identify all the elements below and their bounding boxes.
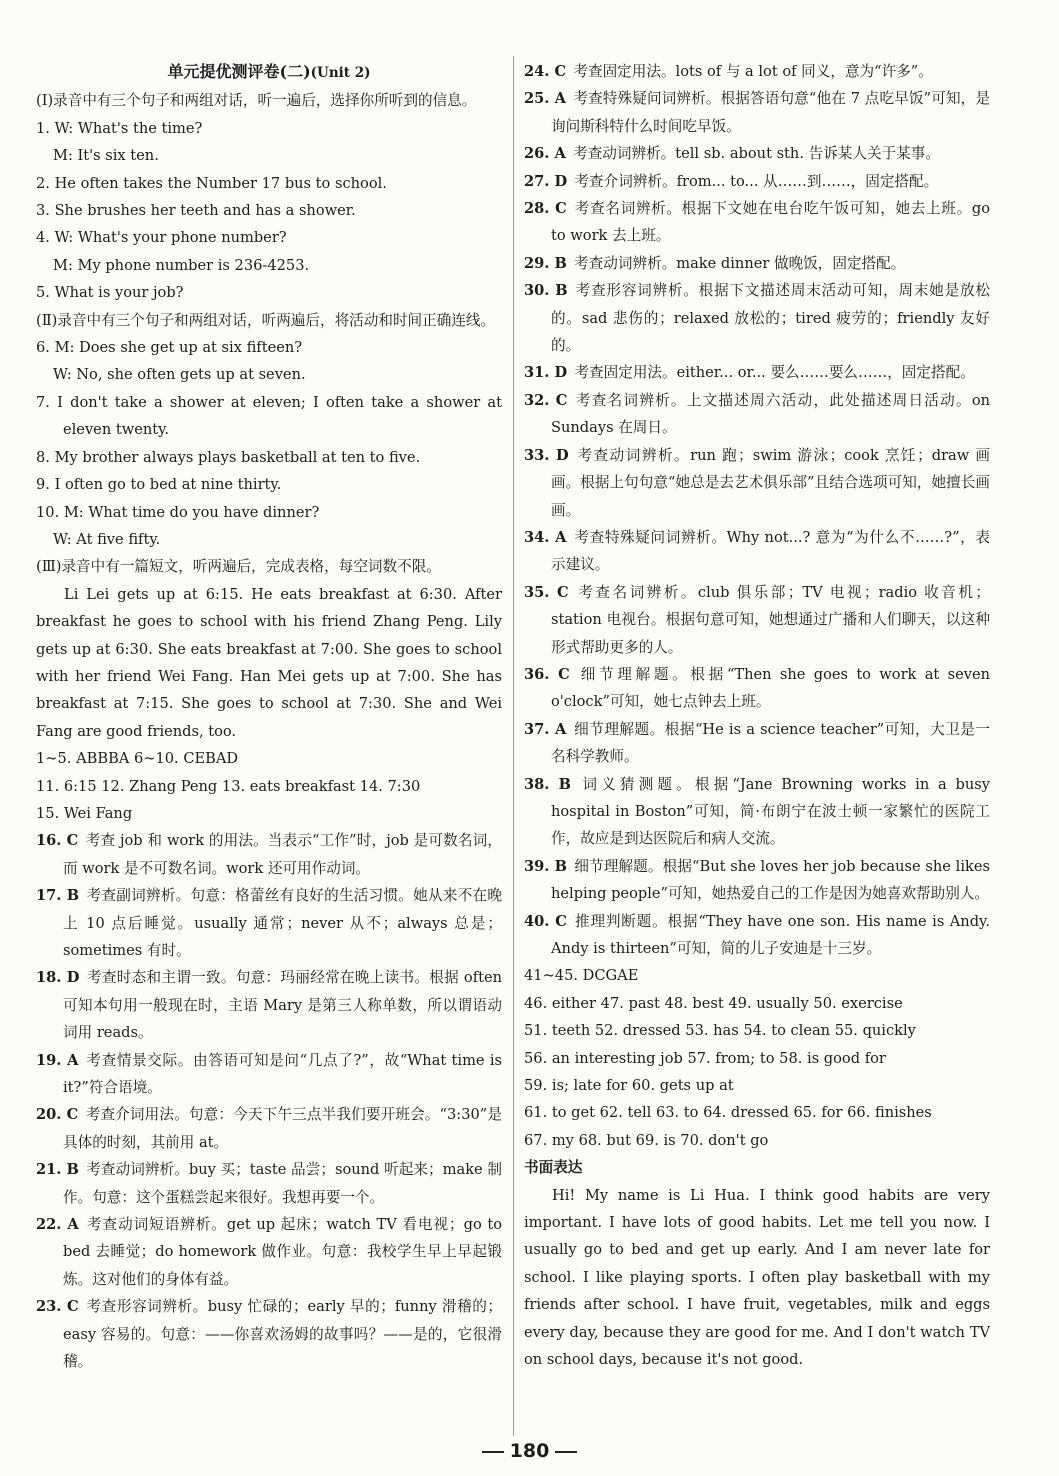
answer-item xyxy=(36,827,502,882)
answer-item xyxy=(524,716,990,771)
answer-explanation: 考查特殊疑问词辨析。根据答语句意“他在 7 点吃早饭”可知，是询问斯科特什么时间吃早饭。 xyxy=(551,90,990,135)
text-line: W: At five fifty. xyxy=(53,530,161,548)
answer-explanation: 细节理解题。根据“Then she goes to work at seven o'clock”可知，她七点钟去上班。 xyxy=(551,665,990,711)
answer-item xyxy=(524,85,990,140)
answer-explanation: 考查副词辨析。句意：格蕾丝有良好的生活习惯。她从来不在晚上 10 点后睡觉。usually 通常；never 从不；always 总是；sometimes 有时。 xyxy=(63,887,502,959)
text-line: 7. I don't take a shower at eleven; I often take a shower at eleven twenty. xyxy=(36,393,502,439)
answer-item xyxy=(524,771,990,853)
answer-item xyxy=(36,1101,502,1156)
answer-item xyxy=(524,359,990,386)
answer-item xyxy=(524,524,990,579)
answer-number: 31. D xyxy=(524,364,568,382)
answer-number: 34. A xyxy=(524,528,567,546)
answer-item xyxy=(36,964,502,1046)
answer-item xyxy=(36,1047,502,1102)
text-line: 67. my 68. but 69. is 70. don't go xyxy=(524,1131,769,1149)
answer-explanations-right xyxy=(524,58,990,962)
answer-item xyxy=(524,908,990,963)
listening-section xyxy=(36,87,502,827)
answer-explanation: 考查固定用法。either... or... 要么……要么……，固定搭配。 xyxy=(574,364,975,382)
answer-explanation: 考查形容词辨析。根据下文描述周末活动可知，周末她是放松的。sad 悲伤的；relaxed 放松的；tired 疲劳的；friendly 友好的。 xyxy=(551,282,990,355)
text-line: 61. to get 62. tell 63. to 64. dressed 65. for 66. finishes xyxy=(524,1104,932,1122)
page-title xyxy=(36,58,502,87)
answer-item xyxy=(524,195,990,250)
page-number: 180 xyxy=(509,1440,550,1462)
answer-explanation: 考查时态和主谓一致。句意：玛丽经常在晚上读书。根据 often 可知本句用一般现在时，主语 Mary 是第三人称单数，所以谓语动词用 reads。 xyxy=(63,969,502,1042)
answer-number: 26. A xyxy=(524,145,566,163)
answer-item xyxy=(524,250,990,277)
answer-explanation: 考查 job 和 work 的用法。当表示“工作”时，job 是可数名词，而 work 是不可数名词。work 还可用作动词。 xyxy=(63,832,502,877)
dash-left xyxy=(482,1451,504,1453)
text-line: (Ⅲ)录音中有一篇短文，听两遍后，完成表格，每空词数不限。 xyxy=(36,558,441,576)
text-line: 10. M: What time do you have dinner? xyxy=(36,503,320,521)
dash-right xyxy=(555,1451,577,1453)
answer-number: 27. D xyxy=(524,172,568,190)
answer-number: 39. B xyxy=(524,857,567,875)
text-line: 15. Wei Fang xyxy=(36,804,133,822)
answer-item xyxy=(524,277,990,359)
text-line: 56. an interesting job 57. from; to 58. is good for xyxy=(524,1049,886,1067)
answer-item xyxy=(36,1156,502,1211)
answer-number: 17. B xyxy=(36,887,80,905)
answer-item xyxy=(524,579,990,661)
text-line: (Ⅱ)录音中有三个句子和两组对话，听两遍后，将活动和时间正确连线。 xyxy=(36,311,496,329)
answer-explanation: 考查名词辨析。根据下文她在电台吃午饭可知，她去上班。go to work 去上班。 xyxy=(551,200,990,245)
answer-explanation: 考查动词辨析。run 跑；swim 游泳；cook 烹饪；draw 画画。根据上句句意“她总是去艺术俱乐部”且结合选项可知，她擅长画画。 xyxy=(551,446,990,519)
answer-explanation: 考查介词辨析。from... to... 从……到……，固定搭配。 xyxy=(574,172,939,190)
right-column xyxy=(524,58,990,1374)
answer-explanation: 考查动词短语辨析。get up 起床；watch TV 看电视；go to bed 去睡觉；do homework 做作业。句意：我校学生早上早起锻炼。这对他们的身体有益。 xyxy=(63,1216,502,1288)
answer-number: 19. A xyxy=(36,1051,79,1069)
answer-explanations-left xyxy=(36,827,502,1375)
text-line: 41~45. DCGAE xyxy=(524,967,639,985)
answer-number: 35. C xyxy=(524,583,569,601)
answer-number: 33. D xyxy=(524,446,569,464)
page-number-footer xyxy=(0,1440,1059,1462)
answer-item xyxy=(524,442,990,524)
answer-number: 25. A xyxy=(524,90,566,108)
answer-number: 24. C xyxy=(524,63,567,80)
answer-number: 18. D xyxy=(36,969,80,987)
answer-explanation: 考查名词辨析。上文描述周六活动，此处描述周日活动。on Sundays 在周日。 xyxy=(551,391,991,437)
answer-number: 16. C xyxy=(36,832,79,850)
answer-number: 30. B xyxy=(524,282,568,300)
text-line: 1. W: What's the time? xyxy=(36,119,203,137)
answer-number: 40. C xyxy=(524,912,567,930)
answer-item xyxy=(524,387,990,442)
answer-explanation: 考查动词辨析。make dinner 做晚饭，固定搭配。 xyxy=(574,254,906,272)
answer-item xyxy=(524,140,990,167)
left-column xyxy=(36,58,502,1376)
text-line: 59. is; late for 60. gets up at xyxy=(524,1077,734,1095)
answer-number: 20. C xyxy=(36,1106,79,1124)
answer-explanation: 考查特殊疑问词辨析。Why not...? 意为“为什么不……?”，表示建议。 xyxy=(551,528,990,574)
answer-explanation: 考查动词辨析。tell sb. about sth. 告诉某人关于某事。 xyxy=(573,145,940,163)
answer-number: 23. C xyxy=(36,1298,79,1316)
text-line: 2. He often takes the Number 17 bus to school. xyxy=(36,174,387,192)
title-unit: (Unit 2) xyxy=(310,65,371,81)
text-line: (Ⅰ)录音中有三个句子和两组对话，听一遍后，选择你所听到的信息。 xyxy=(36,92,477,110)
text-line: 4. W: What's your phone number? xyxy=(36,229,287,247)
text-line: 8. My brother always plays basketball at ten to five. xyxy=(36,448,421,466)
answer-item xyxy=(36,882,502,964)
answer-explanation: 考查介词用法。句意：今天下午三点半我们要开班会。“3:30”是具体的时刻，其前用 at。 xyxy=(63,1106,502,1151)
answer-explanation: 考查固定用法。lots of 与 a lot of 同义，意为“许多”。 xyxy=(573,63,933,80)
answer-number: 29. B xyxy=(524,254,567,272)
answer-explanation: 推理判断题。根据“They have one son. His name is Andy. Andy is thirteen”可知，简的儿子安迪是十三岁。 xyxy=(551,912,990,957)
writing-heading: 书面表达 xyxy=(524,1159,583,1177)
answer-item xyxy=(36,1293,502,1375)
answer-item xyxy=(524,661,990,716)
answer-key-lines xyxy=(524,962,990,1154)
text-line: 9. I often go to bed at nine thirty. xyxy=(36,476,282,494)
text-line: 6. M: Does she get up at six fifteen? xyxy=(36,339,303,357)
text-line: M: My phone number is 236-4253. xyxy=(53,256,310,274)
answer-number: 32. C xyxy=(524,391,568,409)
column-divider xyxy=(513,56,514,1436)
answer-number: 21. B xyxy=(36,1161,79,1179)
answer-item xyxy=(524,58,990,85)
text-line: 11. 6:15 12. Zhang Peng 13. eats breakfast 14. 7:30 xyxy=(36,777,421,795)
title-text: 单元提优测评卷(二) xyxy=(167,62,311,81)
writing-essay: Hi! My name is Li Hua. I think good habits are very important. I have lots of good habits. Let me tell you now. I usually go to bed and get up early. And I am never late for school. I like playing sports. I often play basketball with my friends after school. I have fruit, vegetables, milk and eggs every day, because they are good for me. And I don't watch TV on school days, because it's not good. xyxy=(524,1186,990,1369)
text-line: 3. She brushes her teeth and has a shower. xyxy=(36,202,356,220)
answer-number: 38. B xyxy=(524,775,571,793)
text-line: 46. either 47. past 48. best 49. usually 50. exercise xyxy=(524,994,903,1012)
answer-explanation: 细节理解题。根据“He is a science teacher”可知，大卫是一名科学教师。 xyxy=(551,720,991,766)
text-line: 1~5. ABBBA 6~10. CEBAD xyxy=(36,750,239,768)
text-line: Li Lei gets up at 6:15. He eats breakfast at 6:30. After breakfast he goes to school with his friend Zhang Peng. Lily gets up at 6:30. She eats breakfast at 7:00. She goes to school with her friend Wei Fang. Han Mei gets up at 7:00. She has breakfast at 7:15. She goes to school at 7:30. She and Wei Fang are good friends, too. xyxy=(36,585,502,740)
text-line: 51. teeth 52. dressed 53. has 54. to clean 55. quickly xyxy=(524,1022,916,1040)
text-line: M: It's six ten. xyxy=(53,147,159,165)
answer-explanation: 考查形容词辨析。busy 忙碌的；early 早的；funny 滑稽的；easy 容易的。句意：——你喜欢汤姆的故事吗？——是的，它很滑稽。 xyxy=(63,1298,502,1371)
answer-explanation: 考查名词辨析。club 俱乐部；TV 电视；radio 收音机；station 电视台。根据句意可知，她想通过广播和人们聊天，以这种形式帮助更多的人。 xyxy=(551,583,990,656)
answer-item xyxy=(524,853,990,908)
text-line: W: No, she often gets up at seven. xyxy=(53,366,306,384)
answer-item xyxy=(524,168,990,195)
answer-number: 22. A xyxy=(36,1216,79,1234)
text-line: 5. What is your job? xyxy=(36,284,184,302)
answer-number: 37. A xyxy=(524,720,567,738)
answer-item xyxy=(36,1211,502,1293)
answer-explanation: 词义猜测题。根据“Jane Browning works in a busy hospital in Boston”可知，简·布朗宁在波士顿一家繁忙的医院工作，故应是到达医院后和病人交流。 xyxy=(551,775,991,848)
answer-number: 36. C xyxy=(524,665,570,683)
answer-explanation: 细节理解题。根据“But she loves her job because she likes helping people”可知，她热爱自己的工作是因为她喜欢帮助别人。 xyxy=(551,857,990,903)
answer-number: 28. C xyxy=(524,200,567,218)
answer-explanation: 考查动词辨析。buy 买；taste 品尝；sound 听起来；make 制作。句意：这个蛋糕尝起来很好。我想再要一个。 xyxy=(63,1161,502,1206)
answer-explanation: 考查情景交际。由答语可知是问“几点了?”，故“What time is it?”符合语境。 xyxy=(63,1051,502,1097)
